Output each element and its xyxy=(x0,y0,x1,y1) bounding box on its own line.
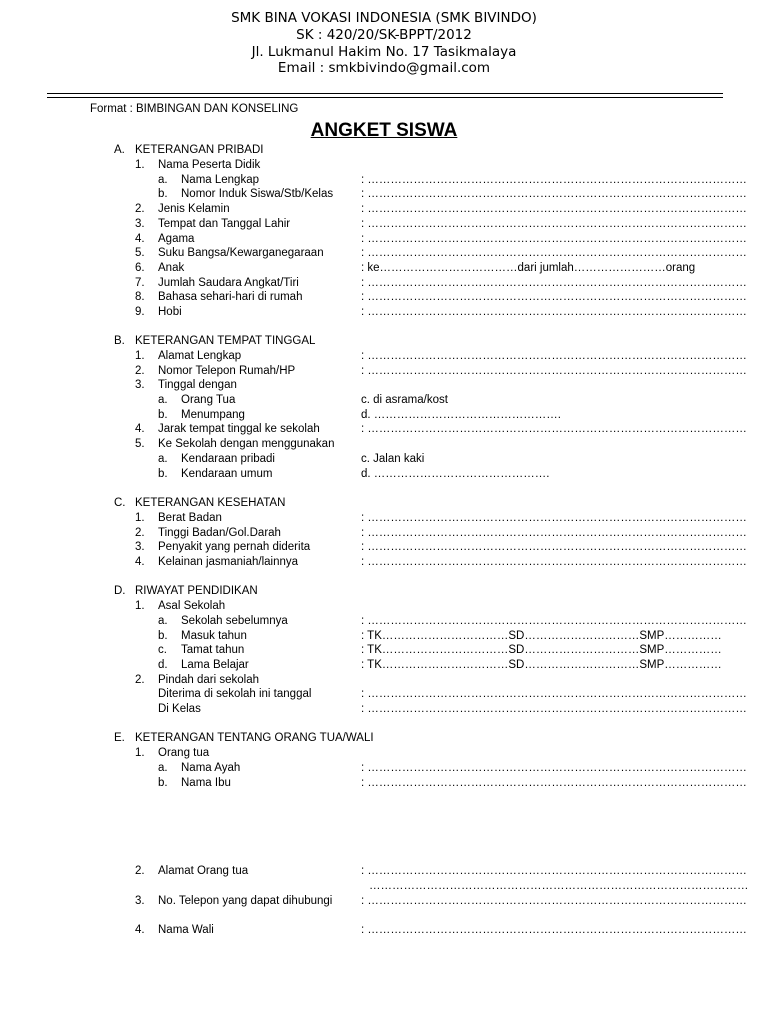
page-title: ANGKET SISWA xyxy=(310,120,458,141)
e3-field[interactable]: : ……………………………………………………………………………………… xyxy=(361,895,747,907)
e1-number: 1. xyxy=(135,747,145,759)
b2-label: Nomor Telepon Rumah/HP xyxy=(158,365,296,377)
d1d-label: Lama Belajar xyxy=(181,659,249,671)
b3b-letter: b. xyxy=(158,409,168,421)
a4-number: 4. xyxy=(135,233,145,245)
c3-label: Penyakit yang pernah diderita xyxy=(158,541,311,553)
a8-field[interactable]: : ……………………………………………………………………………………… xyxy=(361,291,747,303)
b5-label: Ke Sekolah dengan menggunakan xyxy=(158,438,335,450)
d2-label: Pindah dari sekolah xyxy=(158,674,260,686)
a9-label: Hobi xyxy=(158,306,182,318)
b1-number: 1. xyxy=(135,350,145,362)
d1b-field[interactable]: : TK……………………………SD…………………………SMP…………… xyxy=(361,630,722,642)
section-a-letter: A. xyxy=(114,144,125,156)
e1b-field[interactable]: : ……………………………………………………………………………………… xyxy=(361,777,747,789)
a2-label: Jenis Kelamin xyxy=(158,203,230,215)
b4-label: Jarak tempat tinggal ke sekolah xyxy=(158,423,320,435)
a2-number: 2. xyxy=(135,203,145,215)
d1d-field[interactable]: : TK……………………………SD…………………………SMP…………… xyxy=(361,659,722,671)
e4-field[interactable]: : ……………………………………………………………………………………… xyxy=(361,924,747,936)
c2-label: Tinggi Badan/Gol.Darah xyxy=(158,527,281,539)
d1a-label: Sekolah sebelumnya xyxy=(181,615,288,627)
d1b-label: Masuk tahun xyxy=(181,630,247,642)
section-e-title: KETERANGAN TENTANG ORANG TUA/WALI xyxy=(135,732,374,744)
d1-number: 1. xyxy=(135,600,145,612)
c1-field[interactable]: : ……………………………………………………………………………………… xyxy=(361,512,747,524)
c3-number: 3. xyxy=(135,541,145,553)
b2-number: 2. xyxy=(135,365,145,377)
a6-label: Anak xyxy=(158,262,185,274)
school-name: SMK BINA VOKASI INDONESIA (SMK BIVINDO) xyxy=(231,10,537,26)
e1a-field[interactable]: : ……………………………………………………………………………………… xyxy=(361,762,747,774)
section-c-title: KETERANGAN KESEHATAN xyxy=(135,497,286,509)
c4-label: Kelainan jasmaniah/lainnya xyxy=(158,556,299,568)
section-a-title: KETERANGAN PRIBADI xyxy=(135,144,264,156)
header-rule-top xyxy=(47,93,723,94)
d2y-field[interactable]: : ……………………………………………………………………………………… xyxy=(361,703,747,715)
c2-field[interactable]: : ……………………………………………………………………………………… xyxy=(361,527,747,539)
section-e-letter: E. xyxy=(114,732,125,744)
e2-label: Alamat Orang tua xyxy=(158,865,249,877)
d2x-label: Diterima di sekolah ini tanggal xyxy=(158,688,312,700)
header-rule-bottom xyxy=(47,97,723,98)
d1c-field[interactable]: : TK……………………………SD…………………………SMP…………… xyxy=(361,644,722,656)
a1a-label: Nama Lengkap xyxy=(181,174,259,186)
b1-label: Alamat Lengkap xyxy=(158,350,242,362)
a4-field[interactable]: : ……………………………………………………………………………………… xyxy=(361,233,747,245)
c4-number: 4. xyxy=(135,556,145,568)
e1b-letter: b. xyxy=(158,777,168,789)
e2-number: 2. xyxy=(135,865,145,877)
a3-number: 3. xyxy=(135,218,145,230)
a1b-letter: b. xyxy=(158,188,168,200)
e2-field-continued[interactable]: ……………………………………………………………………………………… xyxy=(369,880,749,892)
d1-label: Asal Sekolah xyxy=(158,600,226,612)
c3-field[interactable]: : ……………………………………………………………………………………… xyxy=(361,541,747,553)
section-b-title: KETERANGAN TEMPAT TINGGAL xyxy=(135,335,316,347)
d2x-field[interactable]: : ……………………………………………………………………………………… xyxy=(361,688,747,700)
c1-number: 1. xyxy=(135,512,145,524)
b5-number: 5. xyxy=(135,438,145,450)
section-c-letter: C. xyxy=(114,497,126,509)
a1b-label: Nomor Induk Siswa/Stb/Kelas xyxy=(181,188,334,200)
d2y-label: Di Kelas xyxy=(158,703,201,715)
e4-label: Nama Wali xyxy=(158,924,214,936)
b3a-letter: a. xyxy=(158,394,168,406)
a8-label: Bahasa sehari-hari di rumah xyxy=(158,291,303,303)
b3-number: 3. xyxy=(135,379,145,391)
b5a-label: Kendaraan pribadi xyxy=(181,453,275,465)
b3d-field[interactable]: d. …………………………………………. xyxy=(361,409,561,421)
e3-number: 3. xyxy=(135,895,145,907)
a5-field[interactable]: : ……………………………………………………………………………………… xyxy=(361,247,747,259)
b5b-letter: b. xyxy=(158,468,168,480)
b5c-option: c. Jalan kaki xyxy=(361,453,425,465)
d1a-field[interactable]: : ……………………………………………………………………………………… xyxy=(361,615,747,627)
a1a-field[interactable]: : ……………………………………………………………………………………… xyxy=(361,174,747,186)
c4-field[interactable]: : ……………………………………………………………………………………… xyxy=(361,556,747,568)
a7-number: 7. xyxy=(135,277,145,289)
section-b-letter: B. xyxy=(114,335,125,347)
a9-number: 9. xyxy=(135,306,145,318)
format-label: Format : BIMBINGAN DAN KONSELING xyxy=(90,103,299,115)
e1-label: Orang tua xyxy=(158,747,210,759)
d1c-letter: c. xyxy=(158,644,167,656)
school-sk: SK : 420/20/SK-BPPT/2012 xyxy=(296,27,472,43)
a6-number: 6. xyxy=(135,262,145,274)
e1a-letter: a. xyxy=(158,762,168,774)
b3a-label: Orang Tua xyxy=(181,394,236,406)
a2-field[interactable]: : ……………………………………………………………………………………… xyxy=(361,203,747,215)
a6-field[interactable]: : ke………………………………dari jumlah……………………orang xyxy=(361,262,696,274)
b4-number: 4. xyxy=(135,423,145,435)
section-d-letter: D. xyxy=(114,585,126,597)
e3-label: No. Telepon yang dapat dihubungi xyxy=(158,895,333,907)
d1a-letter: a. xyxy=(158,615,168,627)
e4-number: 4. xyxy=(135,924,145,936)
a3-field[interactable]: : ……………………………………………………………………………………… xyxy=(361,218,747,230)
e2-field[interactable]: : ……………………………………………………………………………………… xyxy=(361,865,747,877)
a5-number: 5. xyxy=(135,247,145,259)
a9-field[interactable]: : ……………………………………………………………………………………… xyxy=(361,306,747,318)
b3b-label: Menumpang xyxy=(181,409,245,421)
a1-label: Nama Peserta Didik xyxy=(158,159,261,171)
a3-label: Tempat dan Tanggal Lahir xyxy=(158,218,291,230)
school-address: Jl. Lukmanul Hakim No. 17 Tasikmalaya xyxy=(251,44,517,60)
a1a-letter: a. xyxy=(158,174,168,186)
b1-field[interactable]: : ……………………………………………………………………………………… xyxy=(361,350,747,362)
a1-number: 1. xyxy=(135,159,145,171)
d2-number: 2. xyxy=(135,674,145,686)
e1a-label: Nama Ayah xyxy=(181,762,241,774)
e1b-label: Nama Ibu xyxy=(181,777,231,789)
b3c-option: c. di asrama/kost xyxy=(361,394,448,406)
school-email: Email : smkbivindo@gmail.com xyxy=(277,60,491,76)
a1b-field[interactable]: : ……………………………………………………………………………………… xyxy=(361,188,747,200)
a8-number: 8. xyxy=(135,291,145,303)
a5-label: Suku Bangsa/Kewarganegaraan xyxy=(158,247,324,259)
a4-label: Agama xyxy=(158,233,195,245)
b5a-letter: a. xyxy=(158,453,168,465)
a7-field[interactable]: : ……………………………………………………………………………………… xyxy=(361,277,747,289)
d1c-label: Tamat tahun xyxy=(181,644,245,656)
b3-label: Tinggal dengan xyxy=(158,379,237,391)
b5b-label: Kendaraan umum xyxy=(181,468,273,480)
b4-field[interactable]: : ……………………………………………………………………………………… xyxy=(361,423,747,435)
section-d-title: RIWAYAT PENDIDIKAN xyxy=(135,585,258,597)
c2-number: 2. xyxy=(135,527,145,539)
b2-field[interactable]: : ……………………………………………………………………………………… xyxy=(361,365,747,377)
c1-label: Berat Badan xyxy=(158,512,222,524)
d1d-letter: d. xyxy=(158,659,168,671)
a7-label: Jumlah Saudara Angkat/Tiri xyxy=(158,277,299,289)
d1b-letter: b. xyxy=(158,630,168,642)
b5d-field[interactable]: d. ………………………………………. xyxy=(361,468,550,480)
